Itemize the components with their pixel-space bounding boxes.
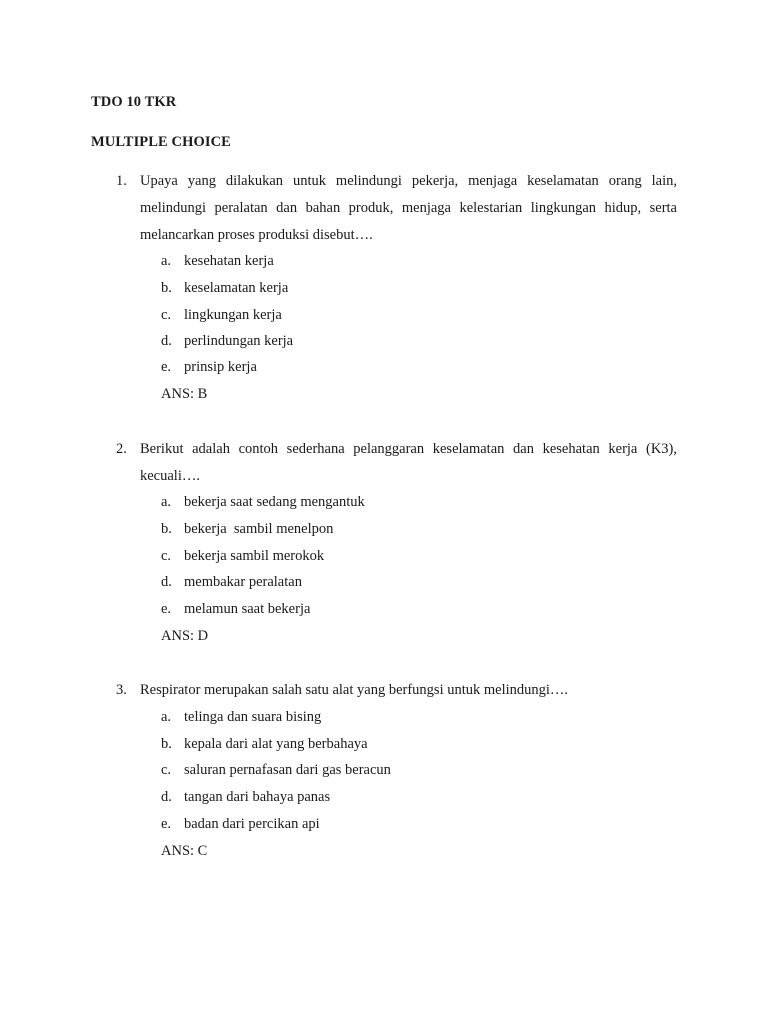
document-title: TDO 10 TKR bbox=[91, 94, 177, 110]
question-number: 1. bbox=[116, 173, 127, 189]
answer-key: ANS: D bbox=[161, 628, 209, 644]
option-text: bekerja sambil menelpon bbox=[184, 521, 334, 537]
section-heading: MULTIPLE CHOICE bbox=[91, 134, 231, 150]
question-text-line: Respirator merupakan salah satu alat yang berfungsi untuk melindungi…. bbox=[140, 682, 569, 698]
option-text: bekerja sambil merokok bbox=[184, 548, 325, 564]
question-number: 3. bbox=[116, 682, 127, 698]
option-item bbox=[0, 596, 768, 623]
option-item bbox=[0, 704, 768, 731]
option-item bbox=[0, 328, 768, 355]
option-text: kepala dari alat yang berbahaya bbox=[184, 736, 368, 752]
option-text: telinga dan suara bising bbox=[184, 709, 322, 725]
option-letter: c. bbox=[161, 307, 172, 323]
option-text: lingkungan kerja bbox=[184, 307, 282, 323]
option-letter: a. bbox=[161, 709, 172, 725]
option-letter: b. bbox=[161, 521, 172, 537]
question-text-line: melindungi peralatan dan bahan produk, menjaga kelestarian lingkungan hidup, serta bbox=[140, 200, 677, 216]
option-item bbox=[0, 569, 768, 596]
option-letter: d. bbox=[161, 574, 172, 590]
option-text: prinsip kerja bbox=[184, 359, 257, 375]
question-text-line: kecuali…. bbox=[140, 468, 200, 484]
question-text-line: Berikut adalah contoh sederhana pelanggaran keselamatan dan kesehatan kerja (K3), bbox=[140, 441, 677, 457]
option-text: perlindungan kerja bbox=[184, 333, 294, 349]
option-item bbox=[0, 784, 768, 811]
question-number: 2. bbox=[116, 441, 127, 457]
option-text: membakar peralatan bbox=[184, 574, 302, 590]
question-text-line: melancarkan proses produksi disebut…. bbox=[140, 227, 373, 243]
answer-key: ANS: B bbox=[161, 386, 208, 402]
option-text: kesehatan kerja bbox=[184, 253, 274, 269]
option-letter: e. bbox=[161, 359, 172, 375]
option-item bbox=[0, 731, 768, 758]
option-item bbox=[0, 354, 768, 381]
option-letter: c. bbox=[161, 762, 172, 778]
answer-key: ANS: C bbox=[161, 843, 208, 859]
option-letter: d. bbox=[161, 789, 172, 805]
question-text-line: Upaya yang dilakukan untuk melindungi pekerja, menjaga keselamatan orang lain, bbox=[140, 173, 677, 189]
option-item bbox=[0, 275, 768, 302]
option-item bbox=[0, 757, 768, 784]
option-text: bekerja saat sedang mengantuk bbox=[184, 494, 365, 510]
option-letter: c. bbox=[161, 548, 172, 564]
option-letter: a. bbox=[161, 494, 172, 510]
option-item bbox=[0, 489, 768, 516]
option-letter: a. bbox=[161, 253, 172, 269]
option-letter: e. bbox=[161, 816, 172, 832]
option-text: melamun saat bekerja bbox=[184, 601, 311, 617]
option-text: keselamatan kerja bbox=[184, 280, 289, 296]
option-letter: b. bbox=[161, 736, 172, 752]
option-letter: d. bbox=[161, 333, 172, 349]
option-item bbox=[0, 543, 768, 570]
option-text: badan dari percikan api bbox=[184, 816, 320, 832]
option-item bbox=[0, 302, 768, 329]
option-item bbox=[0, 248, 768, 275]
option-text: saluran pernafasan dari gas beracun bbox=[184, 762, 391, 778]
option-text: tangan dari bahaya panas bbox=[184, 789, 331, 805]
option-item bbox=[0, 811, 768, 838]
option-item bbox=[0, 516, 768, 543]
option-letter: b. bbox=[161, 280, 172, 296]
option-letter: e. bbox=[161, 601, 172, 617]
